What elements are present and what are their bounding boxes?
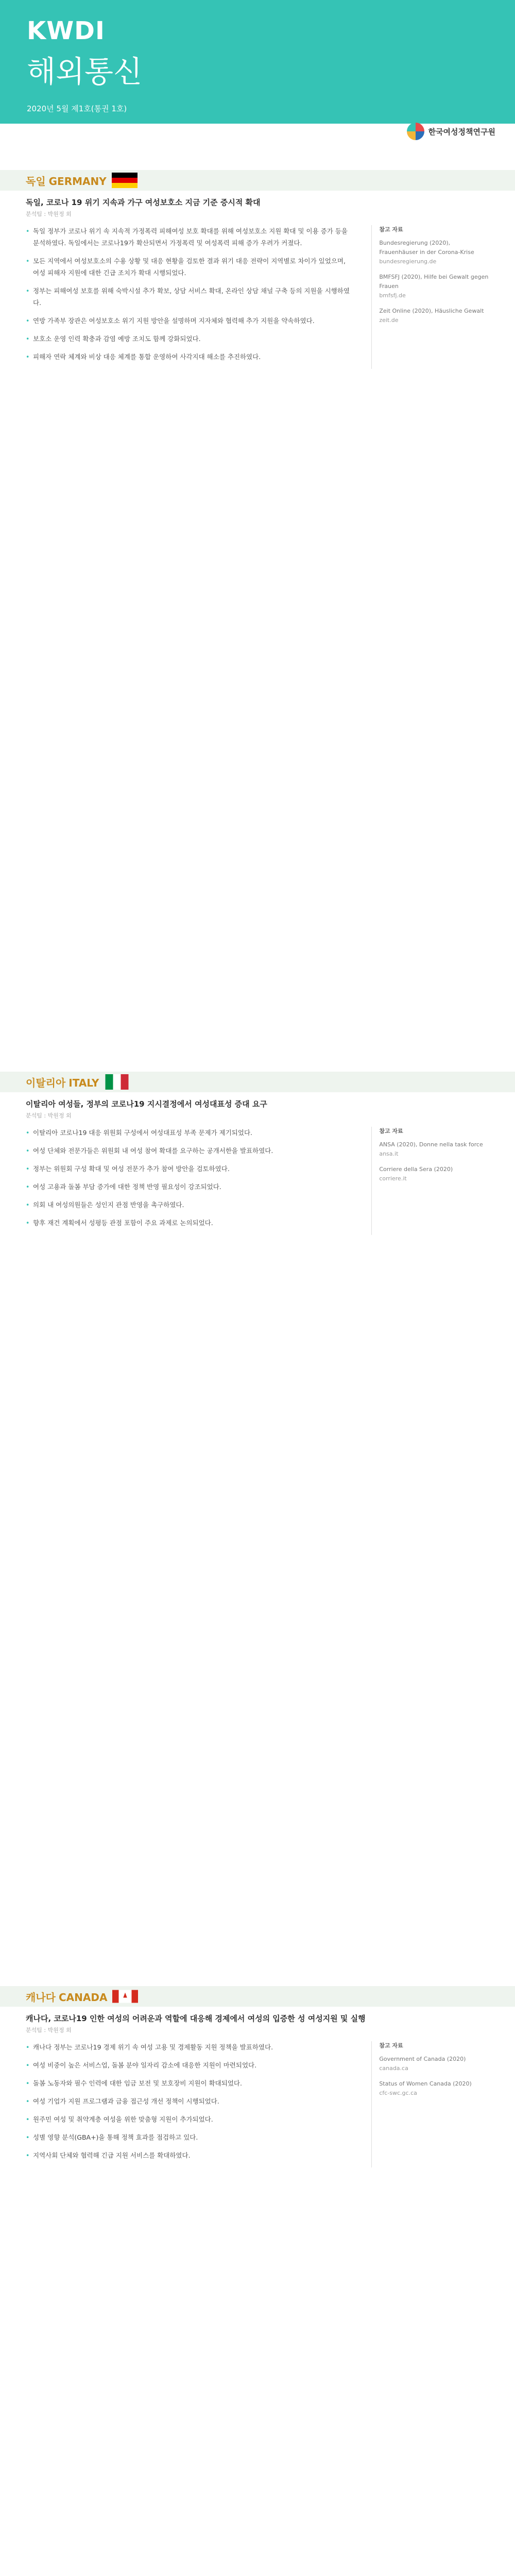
section-meta: 분석팀 : 박원정 외 — [26, 1112, 72, 1119]
section-content — [0, 1120, 515, 1235]
section-tag: 캐나다 CANADA — [26, 1991, 108, 2004]
reference-item: Status of Women Canada (2020) cfc-swc.gc.ca — [379, 2079, 489, 2098]
section-germany — [0, 170, 515, 369]
section-content — [0, 2034, 515, 2167]
section-main — [26, 225, 371, 369]
section-content — [0, 218, 515, 369]
section-header — [0, 170, 515, 191]
references-heading: 참고 자료 — [379, 2042, 403, 2049]
reference-item: ANSA (2020), Donne nella task force ansa.it — [379, 1140, 489, 1159]
canada-flag-icon — [112, 1989, 138, 2004]
reference-item: Government of Canada (2020) canada.ca — [379, 2055, 489, 2073]
list-item: • 의회 내 여성의원들은 성인지 관점 반영을 촉구하였다. — [26, 1199, 351, 1211]
list-item: • 여성 단체와 전문가들은 위원회 내 여성 참여 확대를 요구하는 공개서한을 발표하였다. — [26, 1145, 351, 1157]
page-header — [0, 0, 515, 131]
section-canada — [0, 1986, 515, 2167]
germany-flag-icon — [112, 173, 138, 188]
list-item: • 독일 정부가 코로나 위기 속 지속적 가정폭력 피해여성 보호 확대를 위해 여성보호소 지원 확대 및 이용 증가 등을 분석하였다. 독일에서는 코로나19가 확산되면서 가정폭력 및 여성폭력 피해 증가 우려가 커졌다. — [26, 225, 351, 249]
section-header — [0, 1986, 515, 2007]
references-heading: 참고 자료 — [379, 1128, 403, 1134]
list-item: • 여성 고용과 돌봄 부담 증가에 대한 정책 반영 필요성이 강조되었다. — [26, 1181, 351, 1193]
reference-item: Corriere della Sera (2020) corriere.it — [379, 1165, 489, 1183]
list-item: • 모든 지역에서 여성보호소의 수용 상황 및 대응 현황을 검토한 결과 위기 대응 전략이 지역별로 차이가 있었으며, 여성 피해자 지원에 대한 긴급 조치가 확대 시행되었다. — [26, 255, 351, 279]
reference-link[interactable]: cfc-swc.gc.ca — [379, 2090, 417, 2096]
list-item: • 정부는 위원회 구성 확대 및 여성 전문가 추가 참여 방안을 검토하였다. — [26, 1163, 351, 1175]
list-item: • 여성 기업가 지원 프로그램과 금융 접근성 개선 정책이 시행되었다. — [26, 2095, 351, 2107]
reference-link[interactable]: ansa.it — [379, 1150, 399, 1157]
section-main — [26, 2041, 371, 2167]
section-meta: 분석팀 : 박원정 외 — [26, 211, 72, 217]
reference-link[interactable]: bmfsfj.de — [379, 292, 406, 299]
list-item: • 향후 재건 계획에서 성평등 관점 포함이 주요 과제로 논의되었다. — [26, 1217, 351, 1229]
section-title: 캐나다, 코로나19 인한 여성의 어려운과 역할에 대응해 경제에서 여성의 입증한 성 여성지원 및 실행 — [26, 2014, 366, 2023]
section-references — [371, 225, 489, 369]
reference-link[interactable]: corriere.it — [379, 1175, 407, 1182]
list-item: • 이탈리아 코로나19 대응 위원회 구성에서 여성대표성 부족 문제가 제기되었다. — [26, 1127, 351, 1139]
section-title: 이탈리아 여성들, 정부의 코로나19 지시결정에서 여성대표성 증대 요구 — [26, 1099, 267, 1109]
reference-item: Zeit Online (2020), Häusliche Gewalt zeit.de — [379, 307, 489, 325]
list-item: • 원주민 여성 및 취약계층 여성을 위한 맞춤형 지원이 추가되었다. — [26, 2113, 351, 2125]
brand-title: KWDI — [27, 16, 105, 45]
section-title: 독일, 코로나 19 위기 지속과 가구 여성보호소 지금 기준 증시적 확대 — [26, 198, 261, 207]
reference-item: BMFSFJ (2020), Hilfe bei Gewalt gegen Frauen bmfsfj.de — [379, 273, 489, 300]
section-meta: 분석팀 : 박원정 외 — [26, 2027, 72, 2033]
list-item: • 피해자 연락 체계와 비상 대응 체계를 통합 운영하여 사각지대 해소를 추진하였다. — [26, 351, 351, 363]
references-heading: 참고 자료 — [379, 226, 403, 233]
reference-link[interactable]: bundesregierung.de — [379, 258, 437, 265]
reference-link[interactable]: zeit.de — [379, 317, 399, 324]
issue-label: 2020년 5월 제1호(통권 1호) — [27, 104, 127, 113]
org-logo — [407, 123, 495, 140]
list-item: • 정부는 피해여성 보호를 위해 숙박시설 추가 확보, 상담 서비스 확대, 온라인 상담 채널 구축 등의 지원을 시행하였다. — [26, 285, 351, 309]
list-item: • 여성 비중이 높은 서비스업, 돌봄 분야 일자리 감소에 대응한 지원이 마련되었다. — [26, 2059, 351, 2071]
reference-item: Bundesregierung (2020), Frauenhäuser in der Corona-Krise bundesregierung.de — [379, 239, 489, 266]
list-item: • 돌봄 노동자와 필수 인력에 대한 임금 보전 및 보호장비 지원이 확대되었다. — [26, 2077, 351, 2089]
list-item: • 지역사회 단체와 협력해 긴급 지원 서비스를 확대하였다. — [26, 2149, 351, 2161]
newsletter-title: 해외통신 — [27, 54, 143, 89]
org-logo-icon — [407, 123, 424, 140]
list-item: • 보호소 운영 인력 확충과 감염 예방 조치도 함께 강화되었다. — [26, 333, 351, 345]
list-item: • 성별 영향 분석(GBA+)을 통해 정책 효과를 점검하고 있다. — [26, 2131, 351, 2143]
italy-flag-icon — [104, 1074, 130, 1090]
section-tag: 독일 GERMANY — [26, 175, 107, 188]
section-header — [0, 1072, 515, 1092]
section-references — [371, 2041, 489, 2167]
section-references — [371, 1127, 489, 1235]
list-item: • 연방 가족부 장관은 여성보호소 위기 지원 방안을 설명하며 지자체와 협력해 추가 지원을 약속하였다. — [26, 315, 351, 327]
org-name: 한국여성정책연구원 — [428, 127, 495, 137]
section-italy — [0, 1072, 515, 1235]
list-item: • 캐나다 정부는 코로나19 경제 위기 속 여성 고용 및 경제활동 지원 정책을 발표하였다. — [26, 2041, 351, 2053]
section-main — [26, 1127, 371, 1235]
reference-link[interactable]: canada.ca — [379, 2065, 408, 2072]
section-tag: 이탈리아 ITALY — [26, 1076, 99, 1089]
